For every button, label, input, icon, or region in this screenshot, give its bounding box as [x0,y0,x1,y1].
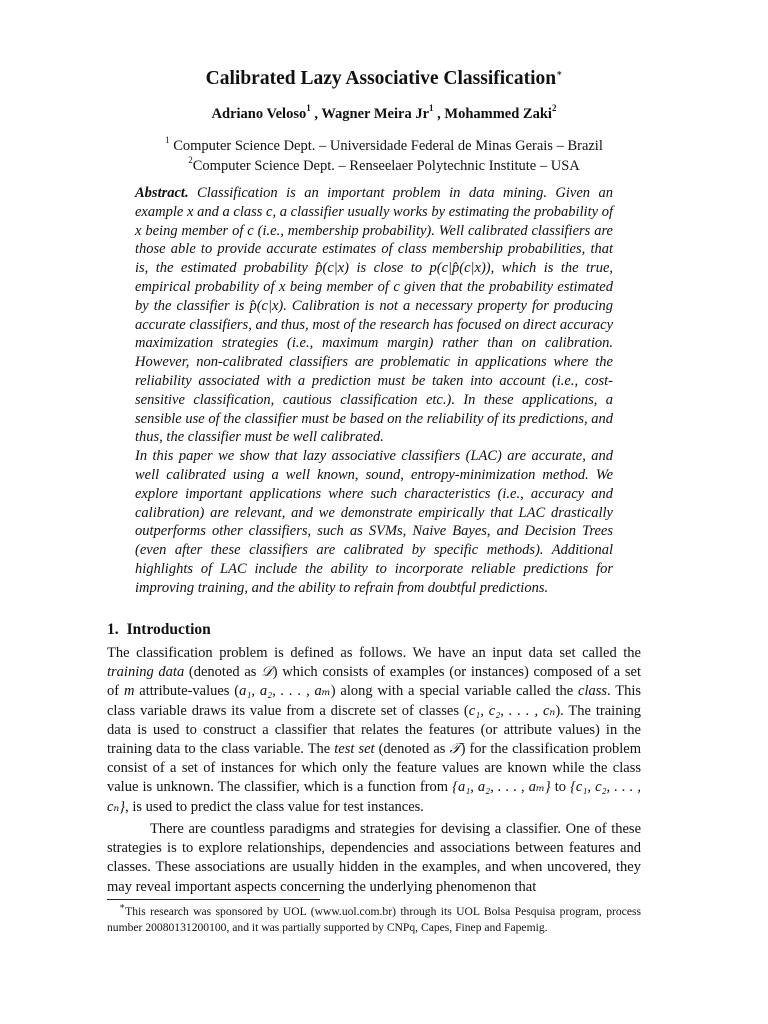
text-run: (denoted as [374,741,450,758]
affiliation-mark: 2 [188,155,193,166]
emphasis-training-data: training data [107,664,185,681]
affiliation-text: Computer Science Dept. – Universidade Federal de Minas Gerais – Brazil [169,138,603,154]
section-heading [107,620,211,640]
emphasis-class: class [578,683,608,700]
text-run: attribute-values ( [134,683,240,700]
body-paragraph [107,820,641,897]
math-attr-tuple: a₁, a₂, . . . , aₘ [239,683,331,700]
author-name: Wagner Meira Jr [321,106,430,122]
paper-title [0,66,768,92]
text-run: . This class variable draws its value from a discrete set of classes ( [107,683,642,719]
author-list [0,104,768,124]
author-separator: , [433,106,445,122]
abstract [135,184,613,598]
footnote [107,901,641,935]
affiliations [0,136,768,176]
intro-paragraph-2: There are countless paradigms and strategies for devising a classifier. One of these strategies is to explore relationships, dependencies and associations between features and classes. These associations are usually hidden in the examples, and when uncovered, they may reveal important aspects concerning the underlying phenomenon that [107,821,641,895]
footnote-rule [107,899,320,900]
text-run: to [550,779,571,796]
author-affil-mark: 2 [551,103,557,114]
math-m: m [123,683,135,700]
abstract-text: In this paper we show that lazy associative classifiers (LAC) are accurate, and well calibrated using a well known, sound, entropy-minimization method. We explore important applications where such characteristics (i.e., accuracy and calibration) are relevant, and we demonstrate empirically that LAC drastically outperforms other classifiers, such as SVMs, Naive Bayes, and Decision Trees (even after these classifiers are calibrated by specific methods). Additional highlights of LAC include the ability to incorporate reliable predictions for improving training, and the ability to refrain from doubtful predictions. [135,448,613,596]
abstract-text: Classification is an important problem in data mining. Given an example x and a class c, a classifier usually works by estimating the probability of x being member of c (i.e., membership probability). Well calibrated classifiers are those able to provide accurate estimates of class membership probabilities, that is, the estimated probability p̂(c|x) is close to p(c|p̂(c|x)), which is the true, empirical probability of x being member of c given that the probability estimated by the classifier is p̂(c|x). Calibration is not a necessary property for producing accurate classifiers, and thus, most of the research has focused on direct accuracy maximization strategies (i.e., maximum margin) rather than on calibration. However, non-calibrated classifiers are problematic in applications where the reliability associated with a prediction must be taken into account (i.e., cost-sensitive classification, cautious classification etc.). In these applications, a sensible use of the classifier must be based on the reliability of its predictions, and thus, the classifier must be well calibrated. [135,185,614,446]
author-affil-mark: 1 [306,103,311,114]
author-name: Mohammed Zaki [444,106,552,122]
author-affil-mark: 1 [429,103,434,114]
title-footnote-mark: ∗ [556,67,563,78]
text-run: ) for the classification problem consist of a set of instances for which only the feature values are known while the class value is unknown. The classifier, which is a function from [107,741,642,796]
text-run: ) along with a special variable called the [330,683,579,700]
emphasis-test-set: test set [334,741,375,758]
section-title: Introduction [126,621,211,638]
text-run: ). The training data is used to construct a classifier that relates the features (or attribute values) in the training data to the class variable. The [107,702,641,758]
abstract-paragraph [135,447,613,597]
author-name: Adriano Veloso [211,106,307,122]
math-class-set: {c₁, c₂, . . . , cₙ} [107,779,641,815]
body-paragraph [107,644,641,817]
affiliation-text: Computer Science Dept. – Renseelaer Polytechnic Institute – USA [192,158,580,174]
math-symbol-T: 𝒯 [449,741,461,758]
title-text: Calibrated Lazy Associative Classification [205,68,557,89]
math-symbol-D: 𝒟 [261,664,273,681]
math-class-tuple: c₁, c₂, . . . , cₙ [468,702,556,719]
affiliation-mark: 1 [165,135,170,146]
abstract-paragraph [135,184,613,447]
intro-paragraph-1 [107,644,641,817]
footnote-paragraph [107,901,641,935]
affiliation-line [0,156,768,176]
author-separator: , [310,106,322,122]
abstract-label: Abstract. [135,185,189,201]
text-run: (denoted as [184,664,262,681]
math-attr-set: {a₁, a₂, . . . , aₘ} [452,779,551,796]
footnote-text: This research was sponsored by UOL (www.uol.com.br) through its UOL Bolsa Pesquisa program, process number 20080131200100, and it was partially supported by CNPq, Capes, Finep and Fapemig. [107,905,641,934]
text-run: The classification problem is defined as follows. We have an input data set called the [107,645,641,661]
footnote-mark: ∗ [119,901,126,912]
affiliation-line [0,136,768,156]
text-run: ) which consists of examples (or instances) composed of a set of [107,664,642,700]
section-number: 1. [107,621,119,638]
text-run: , is used to predict the class value for test instances. [125,798,424,815]
